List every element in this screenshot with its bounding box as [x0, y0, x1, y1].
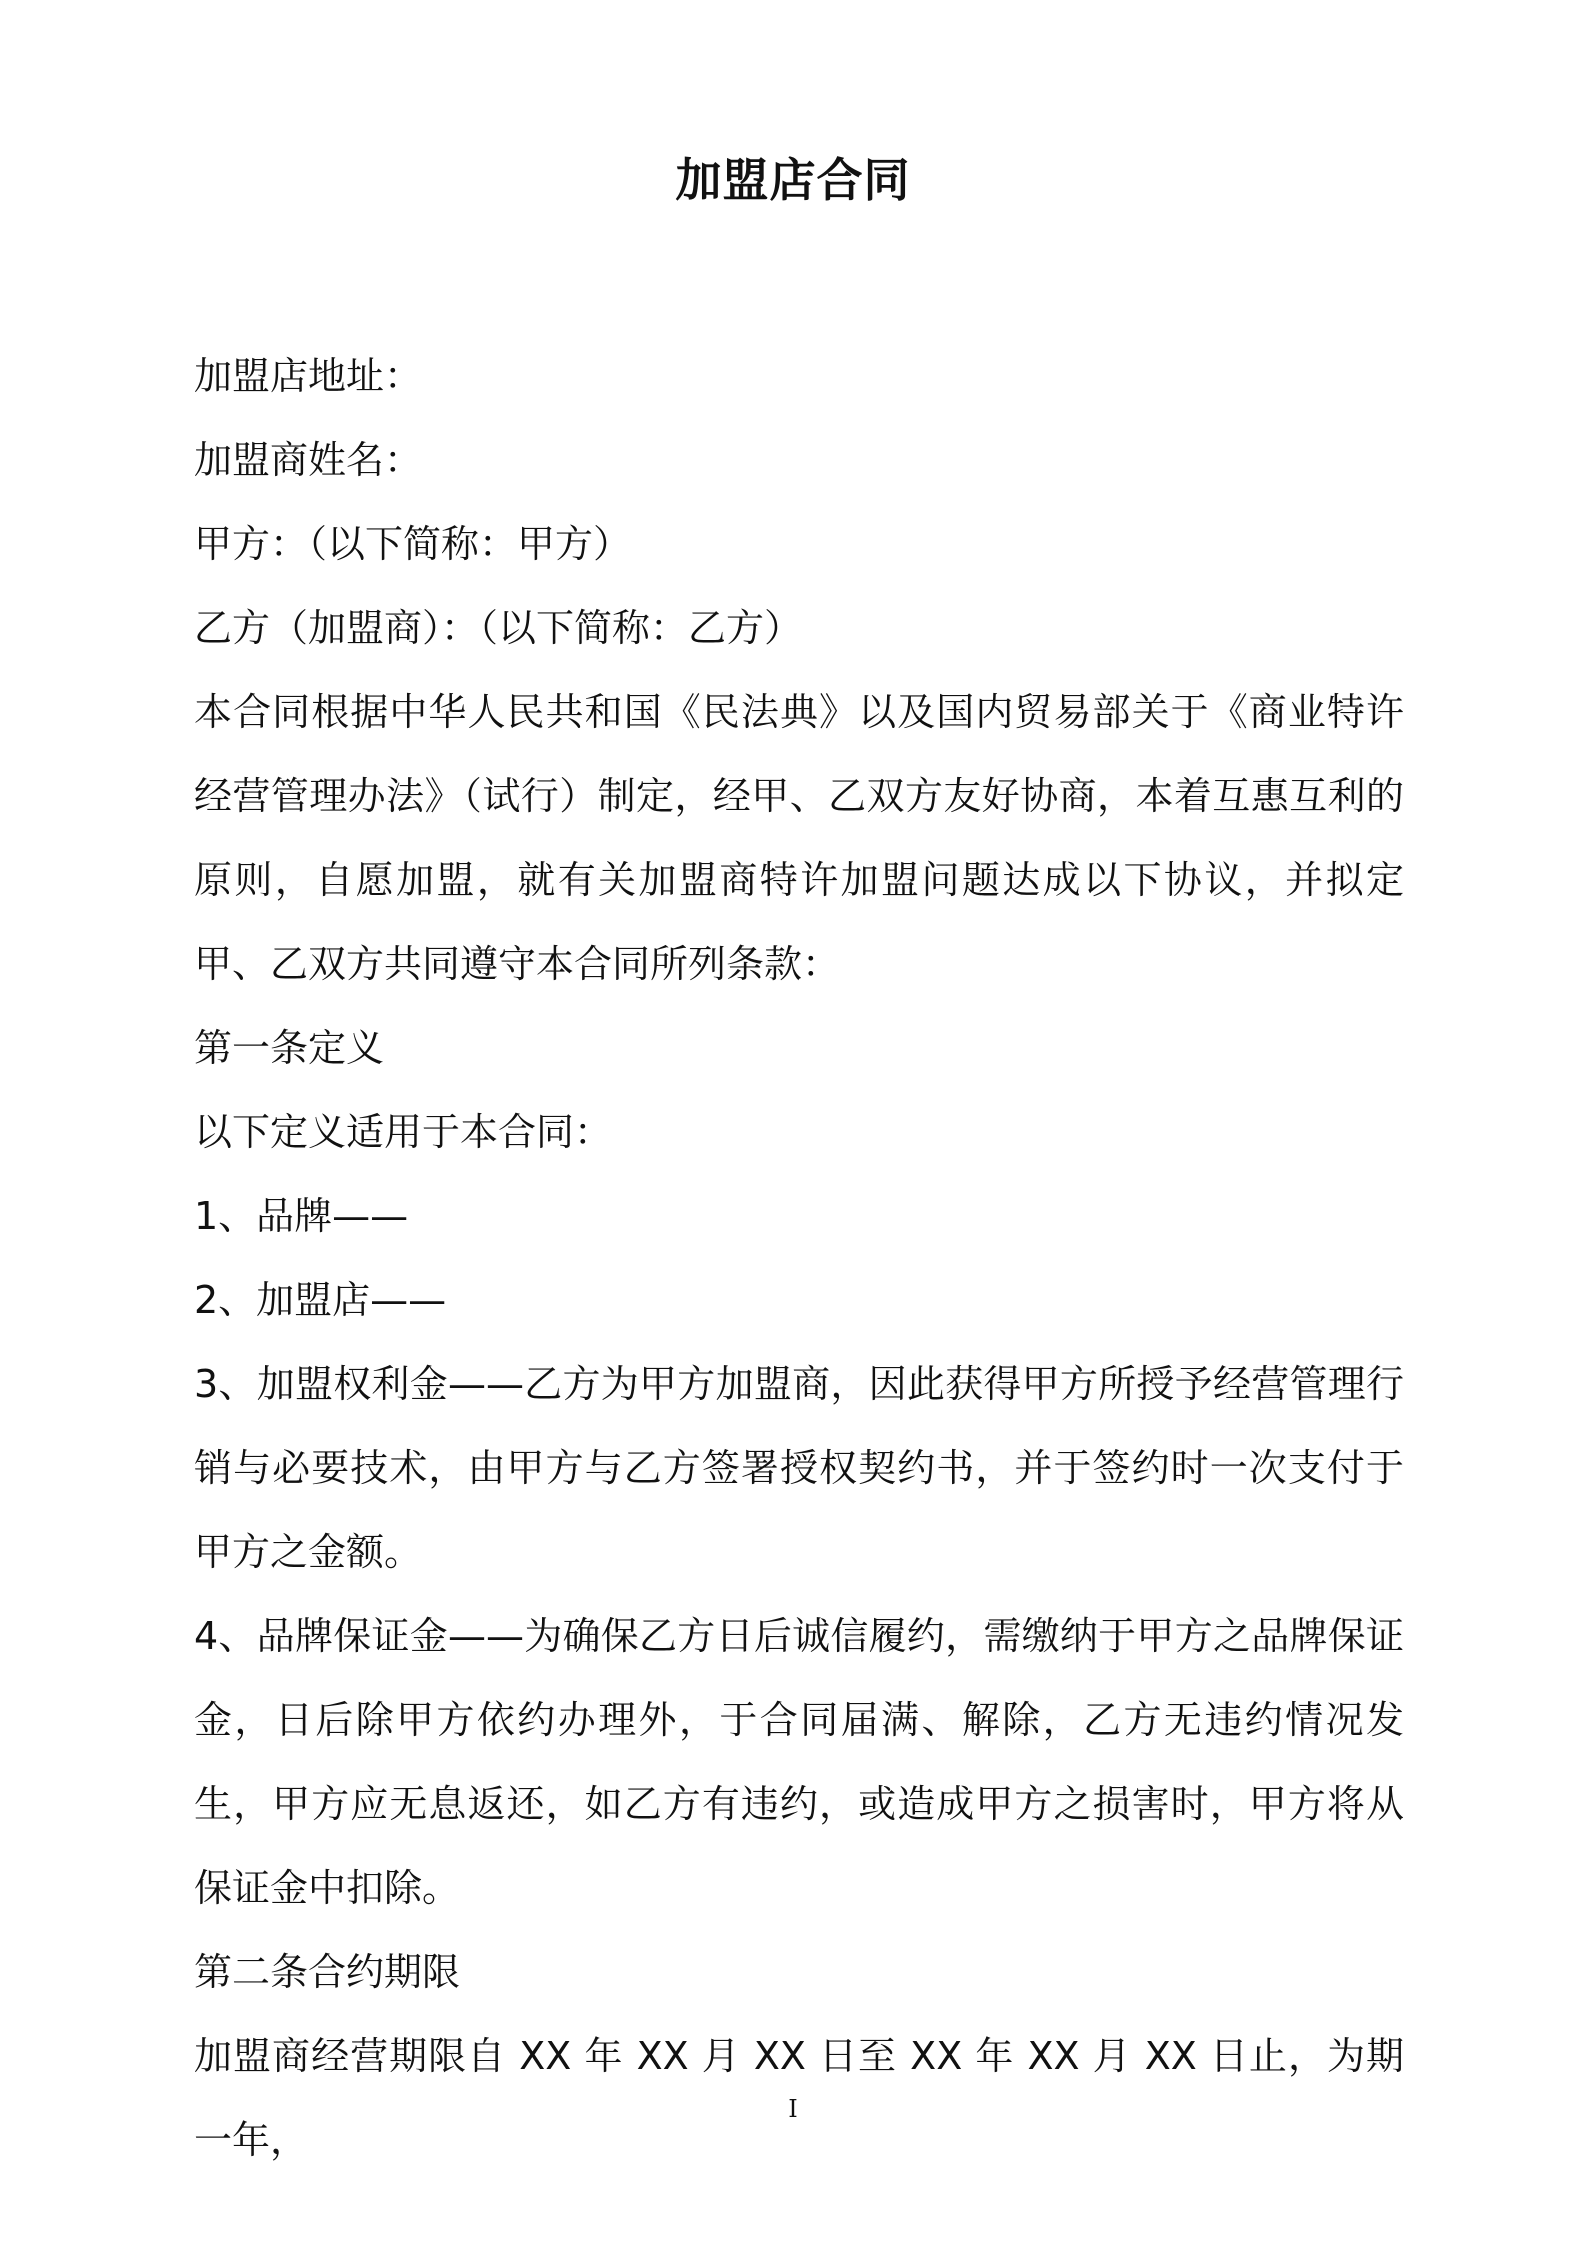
definition-item-1: 1、品牌—— — [194, 1194, 409, 1238]
franchise-store-address-line: 加盟店地址： — [194, 354, 423, 398]
contract-term-paragraph: 加盟商经营期限自 XX 年 XX 月 XX 日至 XX 年 XX 月 XX 日止，为期一年， — [194, 2034, 1404, 2162]
franchisee-name-line: 加盟商姓名： — [194, 438, 423, 482]
document-body — [194, 334, 1404, 2182]
article-1-heading: 第一条定义 — [194, 1026, 385, 1070]
definition-item-4: 4、品牌保证金——为确保乙方日后诚信履约，需缴纳于甲方之品牌保证金，日后除甲方依约办理外，于合同届满、解除，乙方无违约情况发生，甲方应无息返还，如乙方有违约，或造成甲方之损害时，甲方将从保证金中扣除。 — [194, 1614, 1404, 1910]
definitions-intro: 以下定义适用于本合同： — [194, 1110, 613, 1154]
definition-item-2: 2、加盟店—— — [194, 1278, 447, 1322]
definition-item-3: 3、加盟权利金——乙方为甲方加盟商，因此获得甲方所授予经营管理行销与必要技术，由甲方与乙方签署授权契约书，并于签约时一次支付于甲方之金额。 — [194, 1362, 1404, 1574]
preamble-paragraph: 本合同根据中华人民共和国《民法典》以及国内贸易部关于《商业特许经营管理办法》（试行）制定，经甲、乙双方友好协商，本着互惠互利的原则，自愿加盟，就有关加盟商特许加盟问题达成以下协议，并拟定甲、乙双方共同遵守本合同所列条款： — [194, 690, 1404, 986]
party-b-line: 乙方（加盟商）：（以下简称：乙方） — [194, 606, 803, 650]
page-number: I — [788, 2095, 798, 2123]
party-a-line: 甲方：（以下简称：甲方） — [194, 522, 632, 566]
article-2-heading: 第二条合约期限 — [194, 1950, 461, 1994]
document-title: 加盟店合同 — [675, 153, 911, 207]
